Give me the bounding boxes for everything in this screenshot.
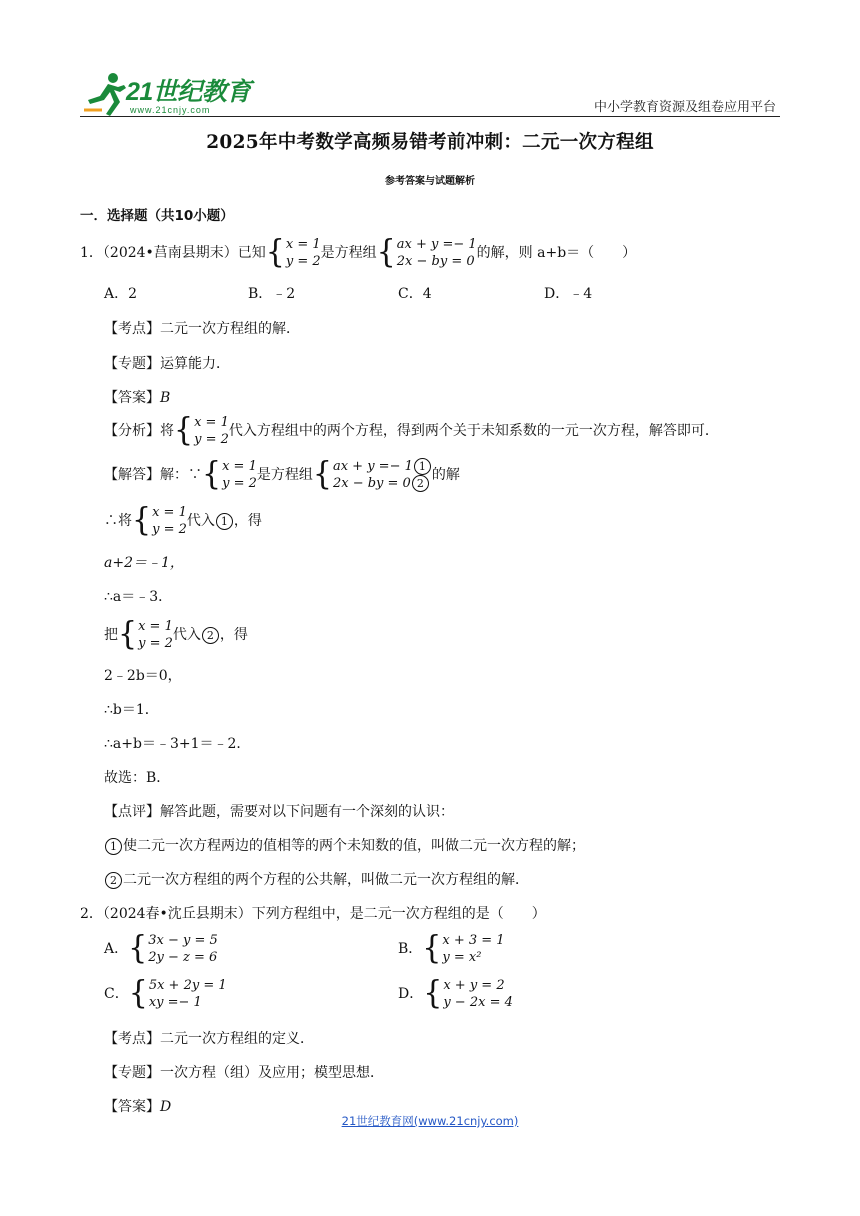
q1-jieda-system2: { ax + y =− 1 1 2x − by = 0 2 (313, 458, 432, 492)
q1-option-a: A．2 (104, 286, 138, 302)
q1-stem-pre: 1．（2024•莒南县期末）已知 (80, 245, 266, 261)
q1-fenxi-label: 【分析】将 (104, 423, 174, 439)
q1-stem (80, 236, 636, 270)
logo-url: www.21cnjy.com (130, 105, 211, 115)
q1-step1-row2: y = 2 (152, 522, 187, 537)
platform-name: 中小学教育资源及组卷应用平台 (593, 100, 776, 115)
q1-step2-row2: y = 2 (138, 636, 173, 651)
q1-system-xy: { x = 1 y = 2 (265, 234, 321, 271)
q1-stem-mid: 是方程组 (320, 245, 377, 261)
q1-note1 (104, 835, 585, 855)
q2-option-b (398, 932, 505, 966)
q1-fenxi-row1: x = 1 (194, 415, 229, 430)
circled-2-icon: 2 (202, 627, 219, 644)
q1-note1-text: 使二元一次方程两边的值相等的两个未知数的值，叫做二元一次方程的解； (123, 838, 585, 854)
q2-option-d-row2: y − 2x = 4 (443, 995, 513, 1010)
q1-kaodian: 【考点】二元一次方程组的解． (104, 321, 300, 337)
q2-option-d-row1: x + y = 2 (443, 978, 505, 993)
q1-sys1-row2: y = 2 (285, 254, 321, 269)
q2-option-c-row1: 5x + 2y = 1 (148, 978, 227, 993)
q2-kaodian: 【考点】二元一次方程组的定义． (104, 1031, 314, 1047)
q2-option-a-row1: 3x − y = 5 (148, 933, 218, 948)
q1-note2-text: 二元一次方程组的两个方程的公共解，叫做二元一次方程组的解． (123, 872, 529, 888)
q1-option-d: D．﹣4 (544, 286, 593, 302)
q2-option-c-row2: xy =− 1 (148, 995, 202, 1010)
section-heading: 一．选择题（共10小题） (80, 208, 234, 224)
circled-2-icon: 2 (105, 872, 122, 889)
q1-dianping: 【点评】解答此题，需要对以下问题有一个深刻的认识： (104, 804, 454, 820)
q1-option-b: B．﹣2 (248, 286, 296, 302)
logo-text: 21世纪教育 (126, 78, 251, 106)
page-title: 2025年中考数学高频易错考前冲刺：二元一次方程组 (206, 132, 654, 153)
q1-fenxi (104, 414, 719, 448)
q2-option-b-label: B． (398, 941, 423, 957)
q1-step1-end: ，得 (233, 513, 262, 529)
q1-eq4: ∴b＝1． (104, 702, 159, 718)
q2-option-b-system: { x + 3 = 1 y = x² (422, 930, 505, 967)
q1-step1-system: { x = 1 y = 2 (132, 502, 187, 539)
q1-step1 (104, 504, 262, 538)
q1-option-c: C．4 (398, 286, 432, 302)
footer-link[interactable]: 21世纪教育网(www.21cnjy.com) (341, 1114, 519, 1128)
q2-option-b-row2: y = x² (442, 950, 482, 965)
q1-zhuanti: 【专题】运算能力． (104, 356, 230, 372)
q1-choice: 故选：B． (104, 770, 171, 786)
q1-step2-row1: x = 1 (138, 619, 173, 634)
q1-note2 (104, 869, 529, 889)
q1-jieda-post: 的解 (431, 467, 460, 483)
q1-eq1: a+2＝﹣1， (104, 555, 184, 571)
circled-1-icon: 1 (105, 838, 122, 855)
q2-option-d-system: { x + y = 2 y − 2x = 4 (423, 975, 513, 1012)
q1-fenxi-system: { x = 1 y = 2 (174, 412, 229, 449)
q1-step2-system: { x = 1 y = 2 (118, 616, 173, 653)
q1-eq5: ∴a+b＝﹣3+1＝﹣2． (104, 736, 251, 752)
q1-step2 (104, 618, 248, 652)
q1-sys2-row2: 2x − by = 0 (396, 254, 475, 269)
q1-step2-pre: 把 (104, 627, 118, 643)
q1-stem-post: 的解，则 a+b＝（ ） (476, 245, 637, 261)
circled-2-icon: 2 (412, 475, 429, 492)
q1-sys1-row1: x = 1 (285, 237, 321, 252)
q1-step1-post: 代入 (186, 513, 215, 529)
q2-option-a-row2: 2y − z = 6 (148, 950, 218, 965)
q2-stem: 2．（2024春•沈丘县期末）下列方程组中，是二元一次方程组的是（ ） (80, 906, 546, 922)
q2-option-a-system: { 3x − y = 5 2y − z = 6 (128, 930, 218, 967)
q1-answer-label: 【答案】 (104, 390, 160, 406)
q1-system-main: { ax + y =− 1 2x − by = 0 (376, 234, 477, 271)
q1-fenxi-row2: y = 2 (194, 432, 229, 447)
q1-step2-post: 代入 (172, 627, 201, 643)
q2-option-c-label: C． (104, 986, 129, 1002)
q1-answer-value: B (160, 390, 171, 406)
q2-answer-label: 【答案】 (104, 1099, 160, 1115)
q2-zhuanti: 【专题】一次方程（组）及应用；模型思想． (104, 1065, 384, 1081)
q2-option-a (104, 932, 218, 966)
q1-jieda-mid: 是方程组 (256, 467, 313, 483)
runner-logo-icon (80, 70, 128, 118)
q1-step2-end: ，得 (219, 627, 248, 643)
q1-step1-pre: ∴将 (104, 513, 132, 529)
page-subtitle: 参考答案与试题解析 (385, 176, 475, 187)
q1-eq3: 2﹣2b＝0， (104, 668, 182, 684)
q1-fenxi-text: 代入方程组中的两个方程，得到两个关于未知系数的一元一次方程，解答即可． (228, 423, 719, 439)
q1-jieda-row1: x = 1 (222, 459, 257, 474)
q2-answer-value: D (160, 1099, 172, 1115)
q1-answer (104, 387, 170, 407)
q2-option-c-system: { 5x + 2y = 1 xy =− 1 (128, 975, 227, 1012)
q1-jieda2-row2: 2x − by = 0 (332, 476, 411, 491)
q2-option-a-label: A． (104, 941, 129, 957)
q1-eq2: ∴a＝﹣3． (104, 589, 173, 605)
q1-jieda-row2: y = 2 (222, 476, 257, 491)
q2-option-d-label: D． (398, 986, 424, 1002)
q2-option-c (104, 977, 227, 1011)
circled-1-icon: 1 (414, 458, 431, 475)
q1-jieda (104, 458, 460, 492)
header-divider (80, 116, 780, 117)
q1-jieda-label: 【解答】解：∵ (104, 467, 202, 483)
q1-step1-row1: x = 1 (152, 505, 187, 520)
q1-sys2-row1: ax + y =− 1 (396, 237, 477, 252)
circled-1-icon: 1 (216, 513, 233, 530)
q1-jieda-system: { x = 1 y = 2 (202, 456, 257, 493)
q1-jieda2-row1: ax + y =− 1 (332, 459, 413, 474)
q2-option-d (398, 977, 513, 1011)
q2-option-b-row1: x + 3 = 1 (442, 933, 505, 948)
